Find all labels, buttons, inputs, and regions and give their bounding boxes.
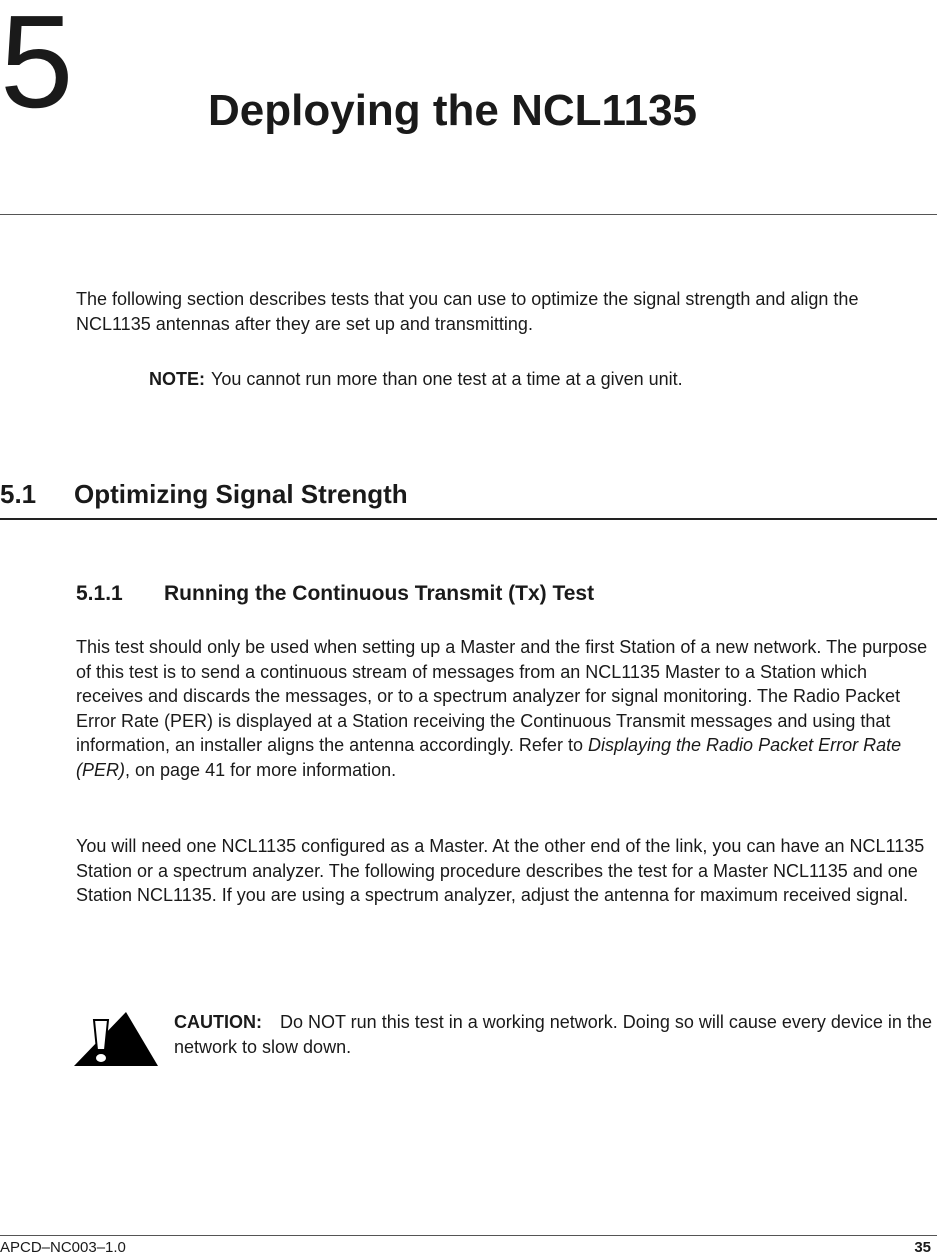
paragraph1-tail: , on page 41 for more information. <box>125 759 397 780</box>
subsection-heading <box>76 580 594 608</box>
note-label: NOTE: <box>149 369 205 389</box>
footer-page-number: 35 <box>914 1239 931 1256</box>
paragraph1-text: This test should only be used when setting up a Master and the first Station of a new network. The purpose of this test is to send a continuous stream of messages from an NCL1135 Master to a Station which receives and discards the messages, or to a spectrum analyzer for signal monitoring. The Radio Packet Error Rate (PER) is displayed at a Station receiving the Continuous Transmit messages and using that information, an installer aligns the antenna accordingly. Refer to <box>76 637 928 755</box>
note-text: You cannot run more than one test at a time at a given unit. <box>211 369 683 389</box>
footer-doc-id: APCD–NC003–1.0 <box>0 1239 126 1256</box>
footer-divider <box>0 1235 937 1236</box>
requirements-paragraph: You will need one NCL1135 configured as a Master. At the other end of the link, you can have an NCL1135 Station or a spectrum analyzer. The following procedure describes the test for a Master NCL1135 and one Station NCL1135. If you are using a spectrum analyzer, adjust the antenna for maximum received signal. <box>76 836 925 905</box>
subsection-title: Running the Continuous Transmit (Tx) Test <box>164 582 595 605</box>
chapter-divider <box>0 214 937 215</box>
section-title: Optimizing Signal Strength <box>74 479 408 509</box>
caution-notice <box>174 1010 934 1059</box>
subsection-number: 5.1.1 <box>76 582 123 605</box>
intro-paragraph: The following section describes tests that you can use to optimize the signal strength and align the NCL1135 antennas after they are set up and transmitting. <box>76 289 859 334</box>
caution-label: CAUTION: <box>174 1012 262 1032</box>
chapter-number: 5 <box>0 0 74 135</box>
section-number: 5.1 <box>0 479 37 509</box>
test-description-paragraph <box>76 635 936 782</box>
warning-icon <box>74 1012 160 1068</box>
section-divider <box>0 518 937 520</box>
caution-text: Do NOT run this test in a working network. Doing so will cause every device in the network to slow down. <box>174 1012 932 1057</box>
section-heading <box>0 478 408 510</box>
chapter-title: Deploying the NCL1135 <box>208 86 698 135</box>
note <box>149 367 929 392</box>
cross-reference-link[interactable]: Displaying the Radio Packet Error Rate (PER) <box>76 735 902 780</box>
